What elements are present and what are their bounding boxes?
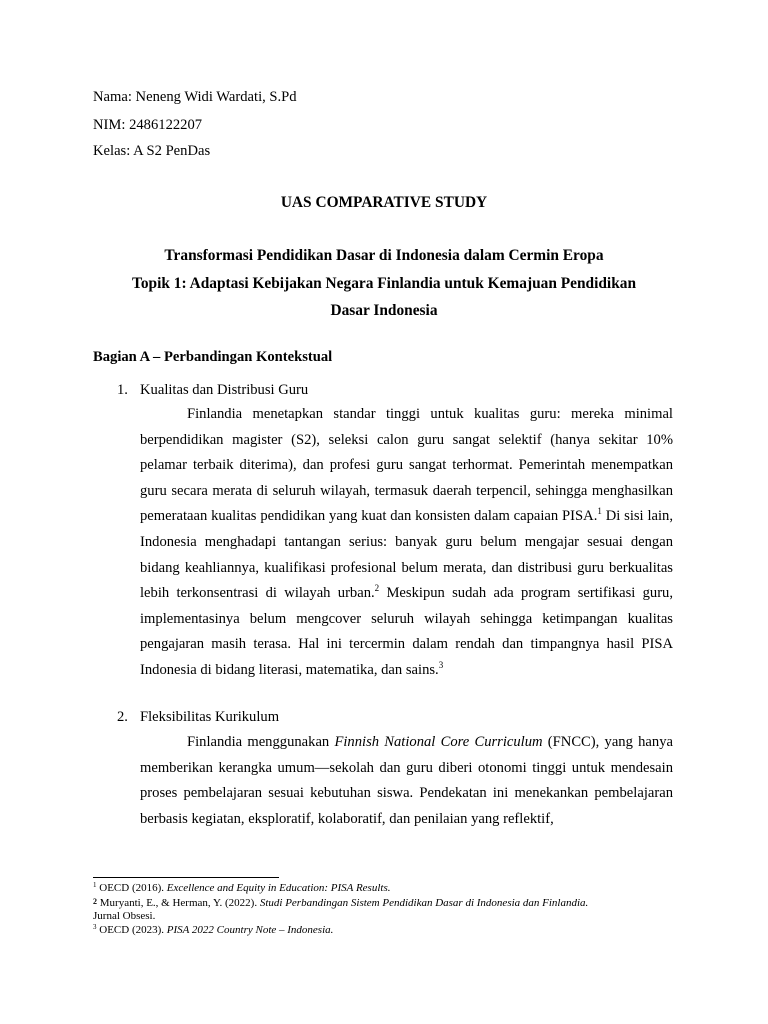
footnote-reference: 3 bbox=[438, 659, 444, 670]
document-subtitle-line-3: Dasar Indonesia bbox=[330, 302, 438, 319]
list-item-paragraph bbox=[140, 730, 673, 832]
paragraph-text: Finlandia menetapkan standar tinggi untuk kualitas guru: mereka minimal berpendidikan magister (S2), seleksi calon guru sangat selektif (hanya sekitar 10% pelamar terbaik diterima), dan profesi guru sangat terhormat. Pemerintah menempatkan guru secara merata di seluruh wilayah, termasuk daerah terpencil, sehingga menghasilkan pemerataan kualitas pendidikan yang kuat dan konsisten dalam capaian PISA. bbox=[140, 406, 673, 525]
footnote-separator bbox=[93, 877, 279, 878]
list-item-heading: Kualitas dan Distribusi Guru bbox=[140, 382, 309, 398]
footnote-reference: 1 bbox=[597, 506, 602, 517]
footnote-text: OECD (2016). bbox=[99, 882, 167, 894]
footnote-number: 1 bbox=[93, 881, 97, 889]
footnote-text: OECD (2023). bbox=[99, 924, 167, 936]
document-title: UAS COMPARATIVE STUDY bbox=[280, 194, 488, 211]
footnote-text: Muryanti, E., & Herman, Y. (2022). bbox=[99, 897, 260, 909]
paragraph-text: Meskipun sudah ada program sertifikasi guru, implementasinya belum mengcover seluruh wilayah sehingga ketimpangan kualitas pengajaran masih terasa. Hal ini tercermin dalam rendah dan timpangnya hasil PISA Indonesia di bidang literasi, matematika, dan sains. bbox=[140, 585, 673, 678]
footnote-journal: Jurnal Obsesi. bbox=[93, 909, 156, 922]
list-item-number: 1. bbox=[117, 382, 128, 398]
student-class: Kelas: A S2 PenDas bbox=[93, 143, 211, 159]
document-subtitle-line-1: Transformasi Pendidikan Dasar di Indonesia dalam Cermin Eropa bbox=[164, 247, 604, 264]
list-item-heading: Fleksibilitas Kurikulum bbox=[140, 709, 280, 725]
footnote-reference: 2 bbox=[374, 583, 380, 594]
footnote-title: Studi Perbandingan Sistem Pendidikan Dasar di Indonesia dan Finlandia. bbox=[259, 897, 589, 909]
list-item-paragraph bbox=[140, 402, 673, 684]
student-name: Nama: Neneng Widi Wardati, S.Pd bbox=[93, 89, 297, 105]
italic-term: Finnish National Core Curriculum bbox=[334, 734, 543, 750]
footnote-number: 2 bbox=[93, 897, 97, 906]
paragraph-text: Di sisi lain, Indonesia menghadapi tantangan serius: banyak guru belum mengajar sesuai dengan bidang keahliannya, kualifikasi profesional belum merata, dan distribusi guru berkualitas lebih terkonsentrasi di wilayah urban. bbox=[140, 508, 673, 602]
document-subtitle-line-2: Topik 1: Adaptasi Kebijakan Negara Finlandia untuk Kemajuan Pendidikan bbox=[131, 275, 637, 292]
paragraph-text: (FNCC), yang hanya memberikan kerangka umum—sekolah dan guru diberi otonomi tinggi untuk mendesain proses pembelajaran sesuai kebutuhan siswa. Pendekatan ini menekankan pembelajaran berbasis kegiatan, eksploratif, kolaboratif, dan penilaian yang reflektif, bbox=[140, 734, 673, 827]
footnote-3 bbox=[93, 924, 683, 937]
paragraph-text: Finlandia menggunakan bbox=[187, 734, 335, 750]
footnote-2 bbox=[93, 896, 683, 922]
footnote-1 bbox=[93, 882, 683, 895]
student-nim: NIM: 2486122207 bbox=[93, 117, 203, 133]
list-item-number: 2. bbox=[117, 709, 128, 725]
footnote-number: 3 bbox=[93, 923, 97, 931]
section-heading: Bagian A – Perbandingan Kontekstual bbox=[93, 349, 333, 365]
footnote-title: Excellence and Equity in Education: PISA Results. bbox=[166, 882, 391, 894]
footnote-title: PISA 2022 Country Note – Indonesia. bbox=[166, 924, 334, 936]
